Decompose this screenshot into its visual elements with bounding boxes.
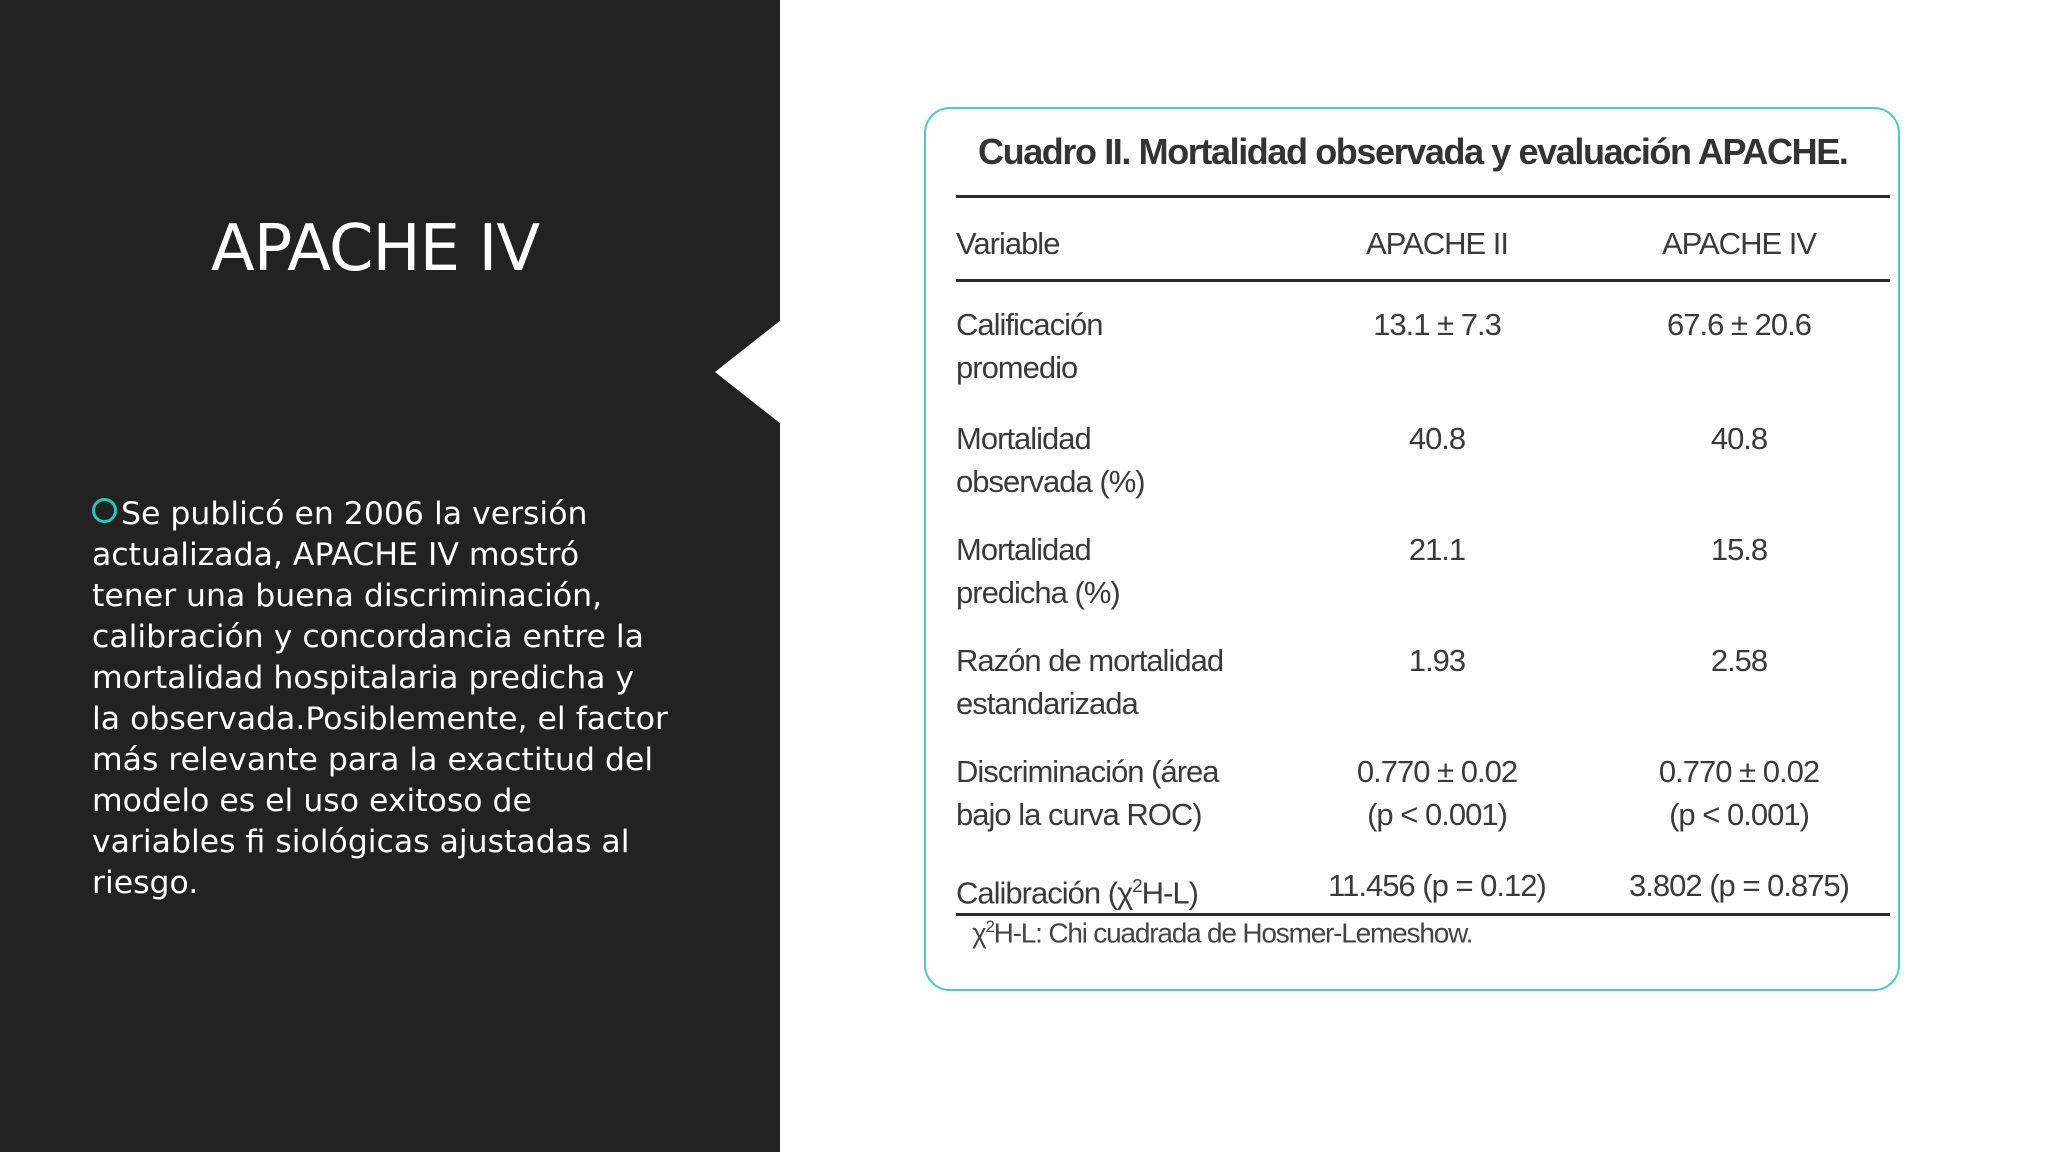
bullet-paragraph [92, 494, 672, 904]
slide-title: APACHE IV [210, 212, 540, 286]
table-row [956, 528, 1890, 639]
cell-apache-iv: 40.8 [1710, 421, 1768, 456]
table-image-card [924, 107, 1900, 991]
cell-variable: Discriminación (área bajo la curva ROC) [956, 754, 1219, 832]
table-row [956, 639, 1890, 750]
header-apache-iv: APACHE IV [1661, 226, 1817, 261]
mortality-table [956, 197, 1890, 919]
cell-apache-ii: 40.8 [1408, 421, 1466, 456]
cell-variable: Mortalidad observada (%) [956, 421, 1145, 499]
cell-apache-iv: 3.802 (p = 0.875) [1629, 868, 1849, 903]
cell-apache-iv: 0.770 ± 0.02 (p < 0.001) [1658, 754, 1820, 832]
cell-apache-ii: 13.1 ± 7.3 [1373, 307, 1501, 342]
bullet-text: Se publicó en 2006 la versión actualizada, APACHE IV mostró tener una buena discriminación, calibración y concordancia entre la mortalidad hospitalaria predicha y la observada.Posiblemente, el factor más relevante para la exactitud del modelo es el uso exitoso de variables fi siológicas ajustadas al riesgo. [92, 496, 668, 901]
cell-apache-ii: 1.93 [1408, 643, 1466, 678]
table-row [956, 417, 1890, 528]
table-title: Cuadro II. Mortalidad observada y evaluación APACHE. [978, 131, 1848, 172]
cell-variable: Calibración $(\chi^2H-L)$ [956, 875, 1198, 911]
panel-pointer-notch [715, 320, 781, 424]
cell-apache-ii: 11.456 (p = 0.12) [1328, 868, 1546, 903]
cell-apache-ii: 0.770 ± 0.02 (p < 0.001) [1356, 754, 1518, 832]
header-variable: Variable [956, 226, 1060, 261]
cell-apache-ii: 21.1 [1408, 532, 1466, 567]
cell-variable: Razón de mortalidad estandarizada [956, 643, 1224, 721]
cell-apache-iv: 15.8 [1710, 532, 1768, 567]
cell-variable: Mortalidad predicha (%) [956, 532, 1120, 610]
header-apache-ii: APACHE II [1365, 226, 1509, 261]
cell-apache-iv: 67.6 ± 20.6 [1667, 307, 1811, 342]
table-header-row [956, 197, 1890, 291]
cell-apache-iv: 2.58 [1710, 643, 1768, 678]
table-footnote: $\chi^2H-L$: Chi cuadrada de Hosmer-Lemeshow. [972, 917, 1473, 949]
table-row [956, 864, 1890, 919]
cell-variable: Calificación promedio [956, 307, 1103, 385]
table-row [956, 291, 1890, 417]
table-row [956, 750, 1890, 864]
circle-bullet-icon [92, 498, 117, 523]
